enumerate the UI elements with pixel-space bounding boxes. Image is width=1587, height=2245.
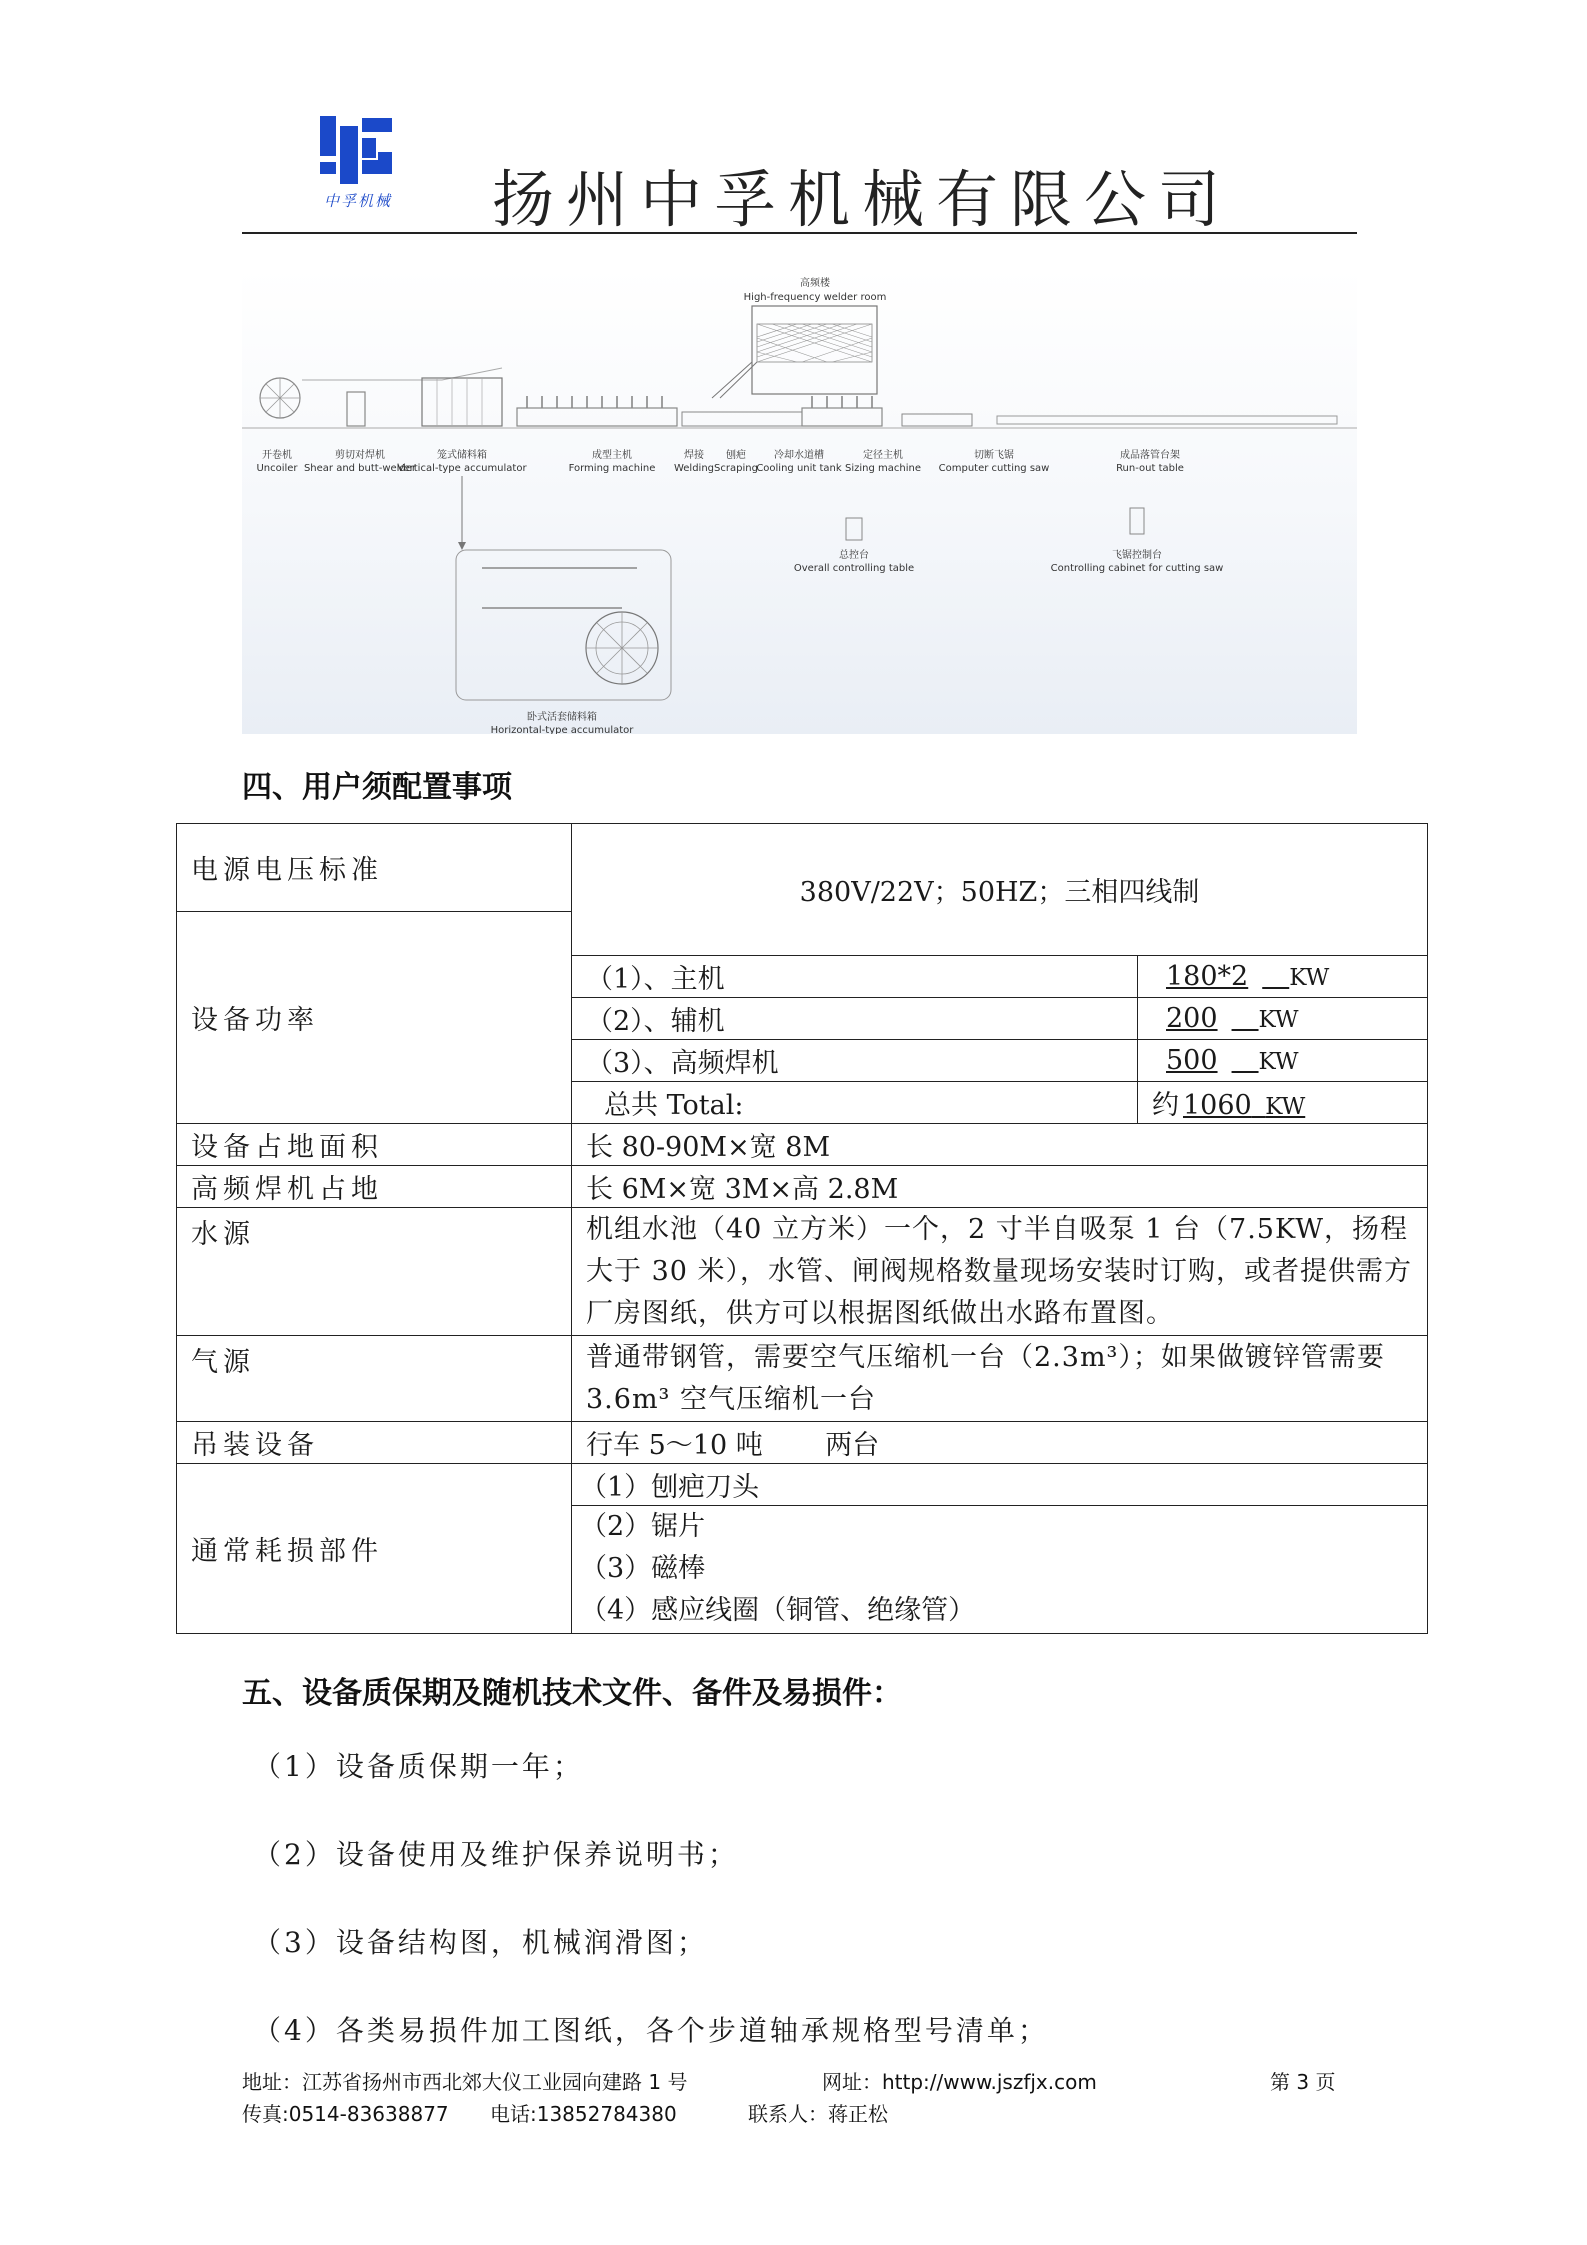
control-cn: 总控台 <box>839 550 869 561</box>
power-item-value: 200 KW <box>1138 998 1428 1040</box>
hf-room-cn: 高频楼 <box>800 278 830 289</box>
production-line-diagram <box>242 268 1357 734</box>
cooling-tank-shape <box>682 412 802 426</box>
forming-cn: 成型主机 <box>592 450 632 461</box>
shear-cn: 剪切对焊机 <box>335 450 385 461</box>
shear-en: Shear and butt-welder <box>303 463 417 474</box>
hf-area-label: 高频焊机占地 <box>177 1166 572 1208</box>
table-row <box>177 824 1428 912</box>
power-label: 设备功率 <box>177 912 572 1124</box>
list-item: （4）各类易损件加工图纸，各个步道轴承规格型号清单； <box>253 2014 1049 2047</box>
water-value: 机组水池（40 立方米）一个，2 寸半自吸泵 1 台（7.5KW，扬程大于 30 米），水管、闸阀规格数量现场安装时订购，或者提供需方厂房图纸，供方可以根据图纸做出水路布置图。 <box>572 1208 1428 1336</box>
footer-fax: 传真:0514-83638877 <box>242 2102 449 2126</box>
hacc-cn: 卧式活套储料箱 <box>527 712 597 723</box>
power-voltage-value: 380V/22V；50HZ；三相四线制 <box>572 824 1428 956</box>
company-name: 扬州中孚机械有限公司 <box>492 163 1233 236</box>
saw-cab-en: Controlling cabinet for cutting saw <box>1050 563 1224 574</box>
power-item-value: 180*2 KW <box>1138 956 1428 998</box>
wear-label: 通常耗损部件 <box>177 1464 572 1634</box>
scraping-en: Scraping <box>714 463 758 474</box>
runout-en: Run-out table <box>1116 463 1184 474</box>
wear-items-rest <box>572 1506 1428 1634</box>
crane-value: 行车 5～10 吨 两台 <box>572 1422 1428 1464</box>
runout-cn: 成品落管台架 <box>1120 450 1180 461</box>
horizontal-accumulator-frame <box>456 550 671 700</box>
section-5-title: 五、设备质保期及随机技术文件、备件及易损件： <box>242 1676 902 1711</box>
footer-website[interactable]: 网址：http://www.jszfjx.com <box>822 2070 1097 2094</box>
control-table-shape <box>846 518 862 540</box>
list-item: （3）设备结构图，机械润滑图； <box>253 1926 708 1959</box>
footer-contact: 联系人：蒋正松 <box>748 2102 888 2126</box>
table-row <box>177 1336 1428 1422</box>
wear-item: （4）感应线圈（铜管、绝缘管） <box>580 1595 976 1626</box>
area-label: 设备占地面积 <box>177 1124 572 1166</box>
uncoiler-en: Uncoiler <box>256 463 298 474</box>
runout-table-shape <box>997 416 1337 424</box>
power-item-name: （2）、辅机 <box>572 998 1138 1040</box>
forming-en: Forming machine <box>568 463 656 474</box>
total-name: 总共 Total: <box>572 1082 1138 1124</box>
total-value: 约 1060 KW <box>1138 1082 1428 1124</box>
list-item: （1）设备质保期一年； <box>253 1750 584 1783</box>
shear-welder-shape <box>347 392 365 426</box>
cutting-saw-shape <box>902 414 972 426</box>
control-en: Overall controlling table <box>793 563 915 574</box>
crane-label: 吊装设备 <box>177 1422 572 1464</box>
uncoiler-cn: 开卷机 <box>262 450 292 461</box>
forming-machine-shape <box>517 408 677 426</box>
saw-cab-cn: 飞锯控制台 <box>1112 550 1162 561</box>
hacc-en: Horizontal-type accumulator <box>490 725 634 734</box>
vacc-cn: 笼式储料箱 <box>437 450 487 461</box>
table-row <box>177 1422 1428 1464</box>
wear-item: （3）磁棒 <box>580 1553 706 1584</box>
footer-page-number: 第 3 页 <box>1270 2070 1336 2094</box>
air-label: 气源 <box>177 1336 572 1422</box>
hf-room-shape <box>752 306 877 394</box>
table-row <box>177 1208 1428 1336</box>
list-item: （2）设备使用及维护保养说明书； <box>253 1838 739 1871</box>
vacc-en: Vertical-type accumulator <box>397 463 527 474</box>
cooling-cn: 冷却水道槽 <box>774 450 824 461</box>
vertical-accumulator-shape <box>422 378 502 426</box>
welding-cn: 焊接 <box>684 450 704 461</box>
section-4-title: 四、用户须配置事项 <box>242 770 512 805</box>
table-row <box>177 1166 1428 1208</box>
power-item-name: （3）、高频焊机 <box>572 1040 1138 1082</box>
power-item-name: （1）、主机 <box>572 956 1138 998</box>
sizing-machine-shape <box>802 408 882 426</box>
cutting-en: Computer cutting saw <box>938 463 1050 474</box>
cutting-cn: 切断飞锯 <box>974 450 1014 461</box>
welding-en: Welding <box>673 463 715 474</box>
scraping-cn: 刨疤 <box>726 450 746 461</box>
footer-phone: 电话:13852784380 <box>490 2102 677 2126</box>
power-item-value: 500 KW <box>1138 1040 1428 1082</box>
power-voltage-label: 电源电压标准 <box>177 824 572 912</box>
water-label: 水源 <box>177 1208 572 1336</box>
sizing-cn: 定径主机 <box>863 450 903 461</box>
table-row <box>177 1124 1428 1166</box>
logo-text: 中孚机械 <box>323 192 392 210</box>
hf-area-value: 长 6M×宽 3M×高 2.8M <box>572 1166 1428 1208</box>
saw-cabinet-shape <box>1130 508 1144 534</box>
area-value: 长 80-90M×宽 8M <box>572 1124 1428 1166</box>
cooling-en: Cooling unit tank <box>756 463 842 474</box>
hf-room-en: High-frequency welder room <box>743 292 887 303</box>
air-value: 普通带钢管，需要空气压缩机一台（2.3m³）；如果做镀锌管需要 3.6m³ 空气压缩机一台 <box>572 1336 1428 1422</box>
wear-item: （1）刨疤刀头 <box>572 1464 1428 1506</box>
table-row <box>177 1464 1428 1506</box>
header-divider <box>242 232 1357 234</box>
wear-item: （2）锯片 <box>580 1511 706 1542</box>
footer-address: 地址：江苏省扬州市西北郊大仪工业园向建路 1 号 <box>242 2070 688 2094</box>
sizing-en: Sizing machine <box>845 463 921 474</box>
configuration-table <box>176 823 1428 1634</box>
